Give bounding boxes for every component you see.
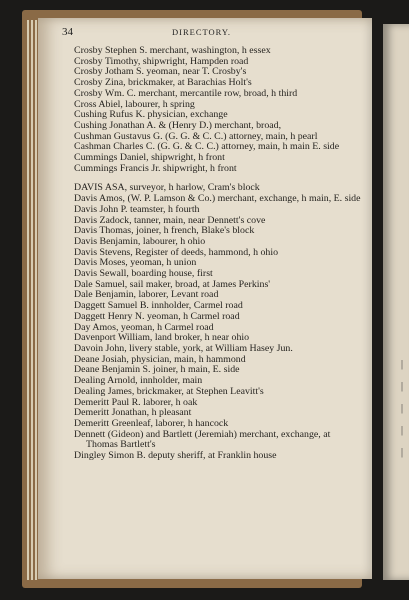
directory-entry: Daggett Samuel B. innholder, Carmel road [74,300,243,312]
directory-entry: Dingley Simon B. deputy sheriff, at Franklin house [74,450,277,462]
directory-entry: Davoin John, livery stable, york, at William Hasey Jun. [74,342,293,354]
directory-entry: Dennett (Gideon) and Bartlett (Jeremiah) merchant, exchange, at Thomas Bartlett's [74,428,331,451]
directory-entry: Dealing Arnold, innholder, main [74,375,203,387]
directory-entry: Cushing Jonathan A. & (Henry D.) merchant, broad, [74,119,282,131]
directory-entry: Cummings Francis Jr. shipwright, h front [74,162,237,174]
directory-entry: Crosby Zina, brickmaker, at Barachias Holt's [74,77,252,89]
directory-entry: Davis Sewall, boarding house, first [74,268,213,280]
running-head: DIRECTORY. [172,27,232,37]
page-header [62,26,369,40]
directory-entry: Cashman Charles C. (G. G. & C. C.) attorney, main, h main E. side [74,141,340,153]
directory-entry: Dale Samuel, sail maker, broad, at James Perkins' [74,278,271,290]
directory-entry: Davis Amos, (W. P. Lamson & Co.) merchant, exchange, h main, E. side [74,193,361,205]
directory-entry: Davis John P. teamster, h fourth [74,203,200,215]
directory-entry: Deane Josiah, physician, main, h hammond [74,353,246,365]
directory-entry: Davis Stevens, Register of deeds, hammond, h ohio [74,246,279,258]
directory-entry: Demeritt Jonathan, h pleasant [74,407,192,419]
directory-entry: Deane Benjamin S. joiner, h main, E. side [74,364,240,376]
directory-entry: Davis Moses, yeoman, h union [74,257,197,269]
page-edges [26,20,38,580]
facing-page-marks: | | | | | [401,359,404,458]
directory-entry: Crosby Stephen S. merchant, washington, h essex [74,45,271,56]
directory-entry: Davis Zadock, tanner, main, near Dennett's cove [74,214,266,226]
directory-entry: Davenport William, land broker, h near ohio [74,332,250,344]
directory-entry: Crosby Timothy, shipwright, Hampden road [74,55,249,67]
directory-entry: Crosby Wm. C. merchant, mercantile row, broad, h third [74,87,298,99]
directory-entry: Dealing James, brickmaker, at Stephen Leavitt's [74,385,264,397]
directory-entry: DAVIS ASA, surveyor, h harlow, Cram's block [74,182,260,194]
directory-entry: Cross Abiel, labourer, h spring [74,98,195,110]
directory-entry: Day Amos, yeoman, h Carmel road [74,321,214,333]
directory-entry: Cushman Gustavus G. (G. G. & C. C.) attorney, main, h pearl [74,130,318,142]
directory-entries [74,46,364,462]
page-number: 34 [62,26,73,38]
directory-entry: Daggett Henry N. yeoman, h Carmel road [74,310,240,322]
facing-page-edge [383,24,409,580]
directory-entry: Demeritt Greenleaf, laborer, h hancock [74,417,229,429]
directory-entry: Cummings Daniel, shipwright, h front [74,152,225,164]
directory-entry: Demeritt Paul R. laborer, h oak [74,396,198,408]
directory-entry: Davis Benjamin, labourer, h ohio [74,235,206,247]
directory-entry: Dale Benjamin, laborer, Levant road [74,289,219,301]
directory-entry: Crosby Jotham S. yeoman, near T. Crosby's [74,66,247,78]
directory-entry: Davis Thomas, joiner, h french, Blake's block [74,225,255,237]
directory-entry: Cushing Rufus K. physician, exchange [74,109,228,121]
